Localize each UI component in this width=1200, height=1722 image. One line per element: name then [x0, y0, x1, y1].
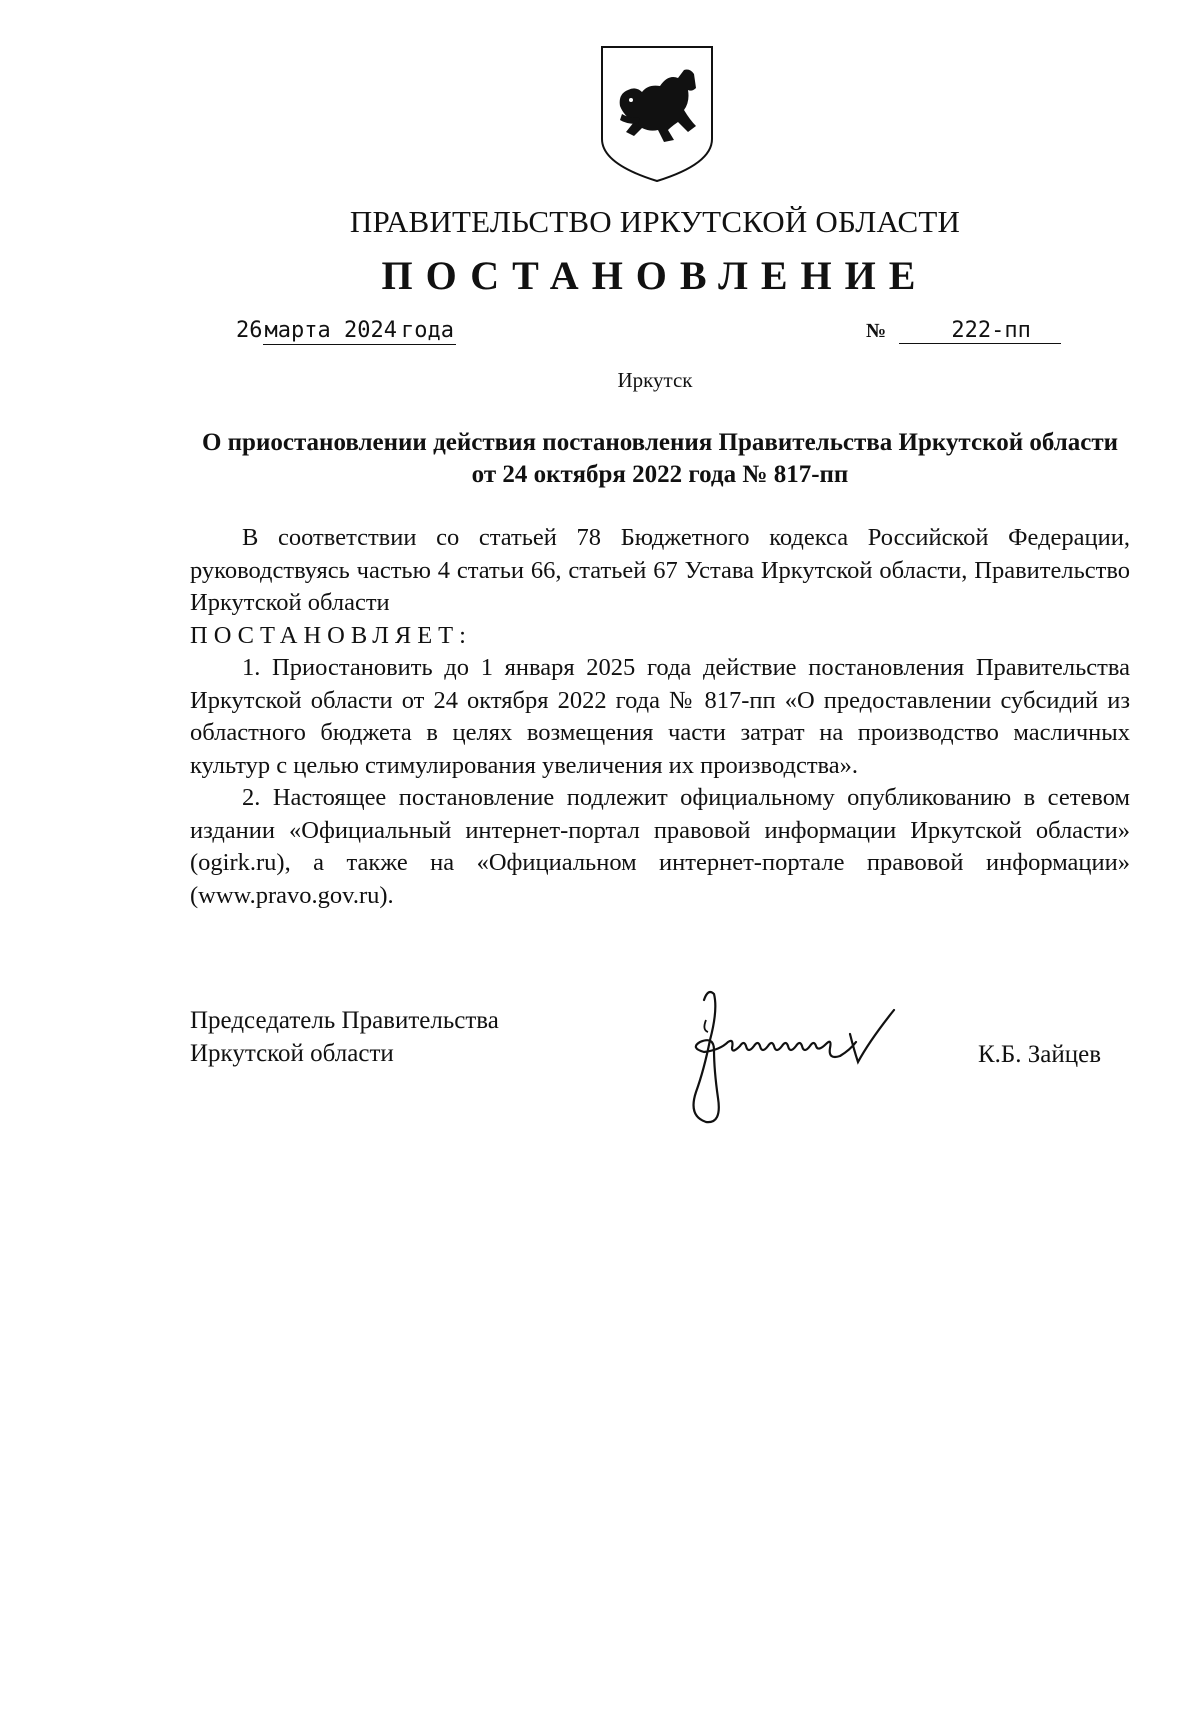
decree-word: ПОСТАНОВЛЯЕТ: — [190, 621, 472, 649]
handwritten-signature — [680, 980, 942, 1130]
document-subject: О приостановлении действия постановления Правительства Иркутской области от 24 октября 2022 года № 817-пп — [201, 429, 1119, 488]
document-date — [236, 318, 456, 343]
item-2-paragraph: 2. Настоящее постановление подлежит официальному опубликованию в сетевом издании «Официальный интернет-портал правовой информации Иркутской области» (ogirk.ru), а также на «Официальном интернет-портале правовой информации» (www.pravo.gov.ru). — [190, 784, 1130, 909]
date-month-year: марта 2024 — [264, 318, 397, 343]
city: Иркутск — [617, 368, 693, 392]
document-number — [866, 318, 1061, 344]
item-1-paragraph: 1. Приостановить до 1 января 2025 года действие постановления Правительства Иркутской области от 24 октября 2022 года № 817-пп «О предоставлении субсидий из областного бюджета в целях возмещения части затрат на производство масличных культур с целью стимулирования увеличения их производства». — [190, 654, 1130, 779]
irkutsk-coat-of-arms-icon — [598, 44, 716, 184]
date-day: 26 — [236, 318, 263, 343]
signer-name: К.Б. Зайцев — [978, 1041, 1102, 1068]
number-value: 222-пп — [899, 318, 1061, 344]
document-type: ПОСТАНОВЛЕНИЕ — [381, 253, 929, 298]
government-title: ПРАВИТЕЛЬСТВО ИРКУТСКОЙ ОБЛАСТИ — [349, 204, 961, 239]
signer-position — [190, 1004, 499, 1070]
preamble-paragraph: В соответствии со статьей 78 Бюджетного кодекса Российской Федерации, руководствуясь частью 4 статьи 66, статьей 67 Устава Иркутской области, Правительство Иркутской области — [190, 524, 1130, 616]
document-body — [190, 522, 1130, 912]
date-year-word: года — [400, 318, 454, 343]
number-sign: № — [866, 320, 887, 342]
signer-position-line2: Иркутской области — [190, 1040, 394, 1067]
signer-position-line1: Председатель Правительства — [190, 1007, 499, 1034]
